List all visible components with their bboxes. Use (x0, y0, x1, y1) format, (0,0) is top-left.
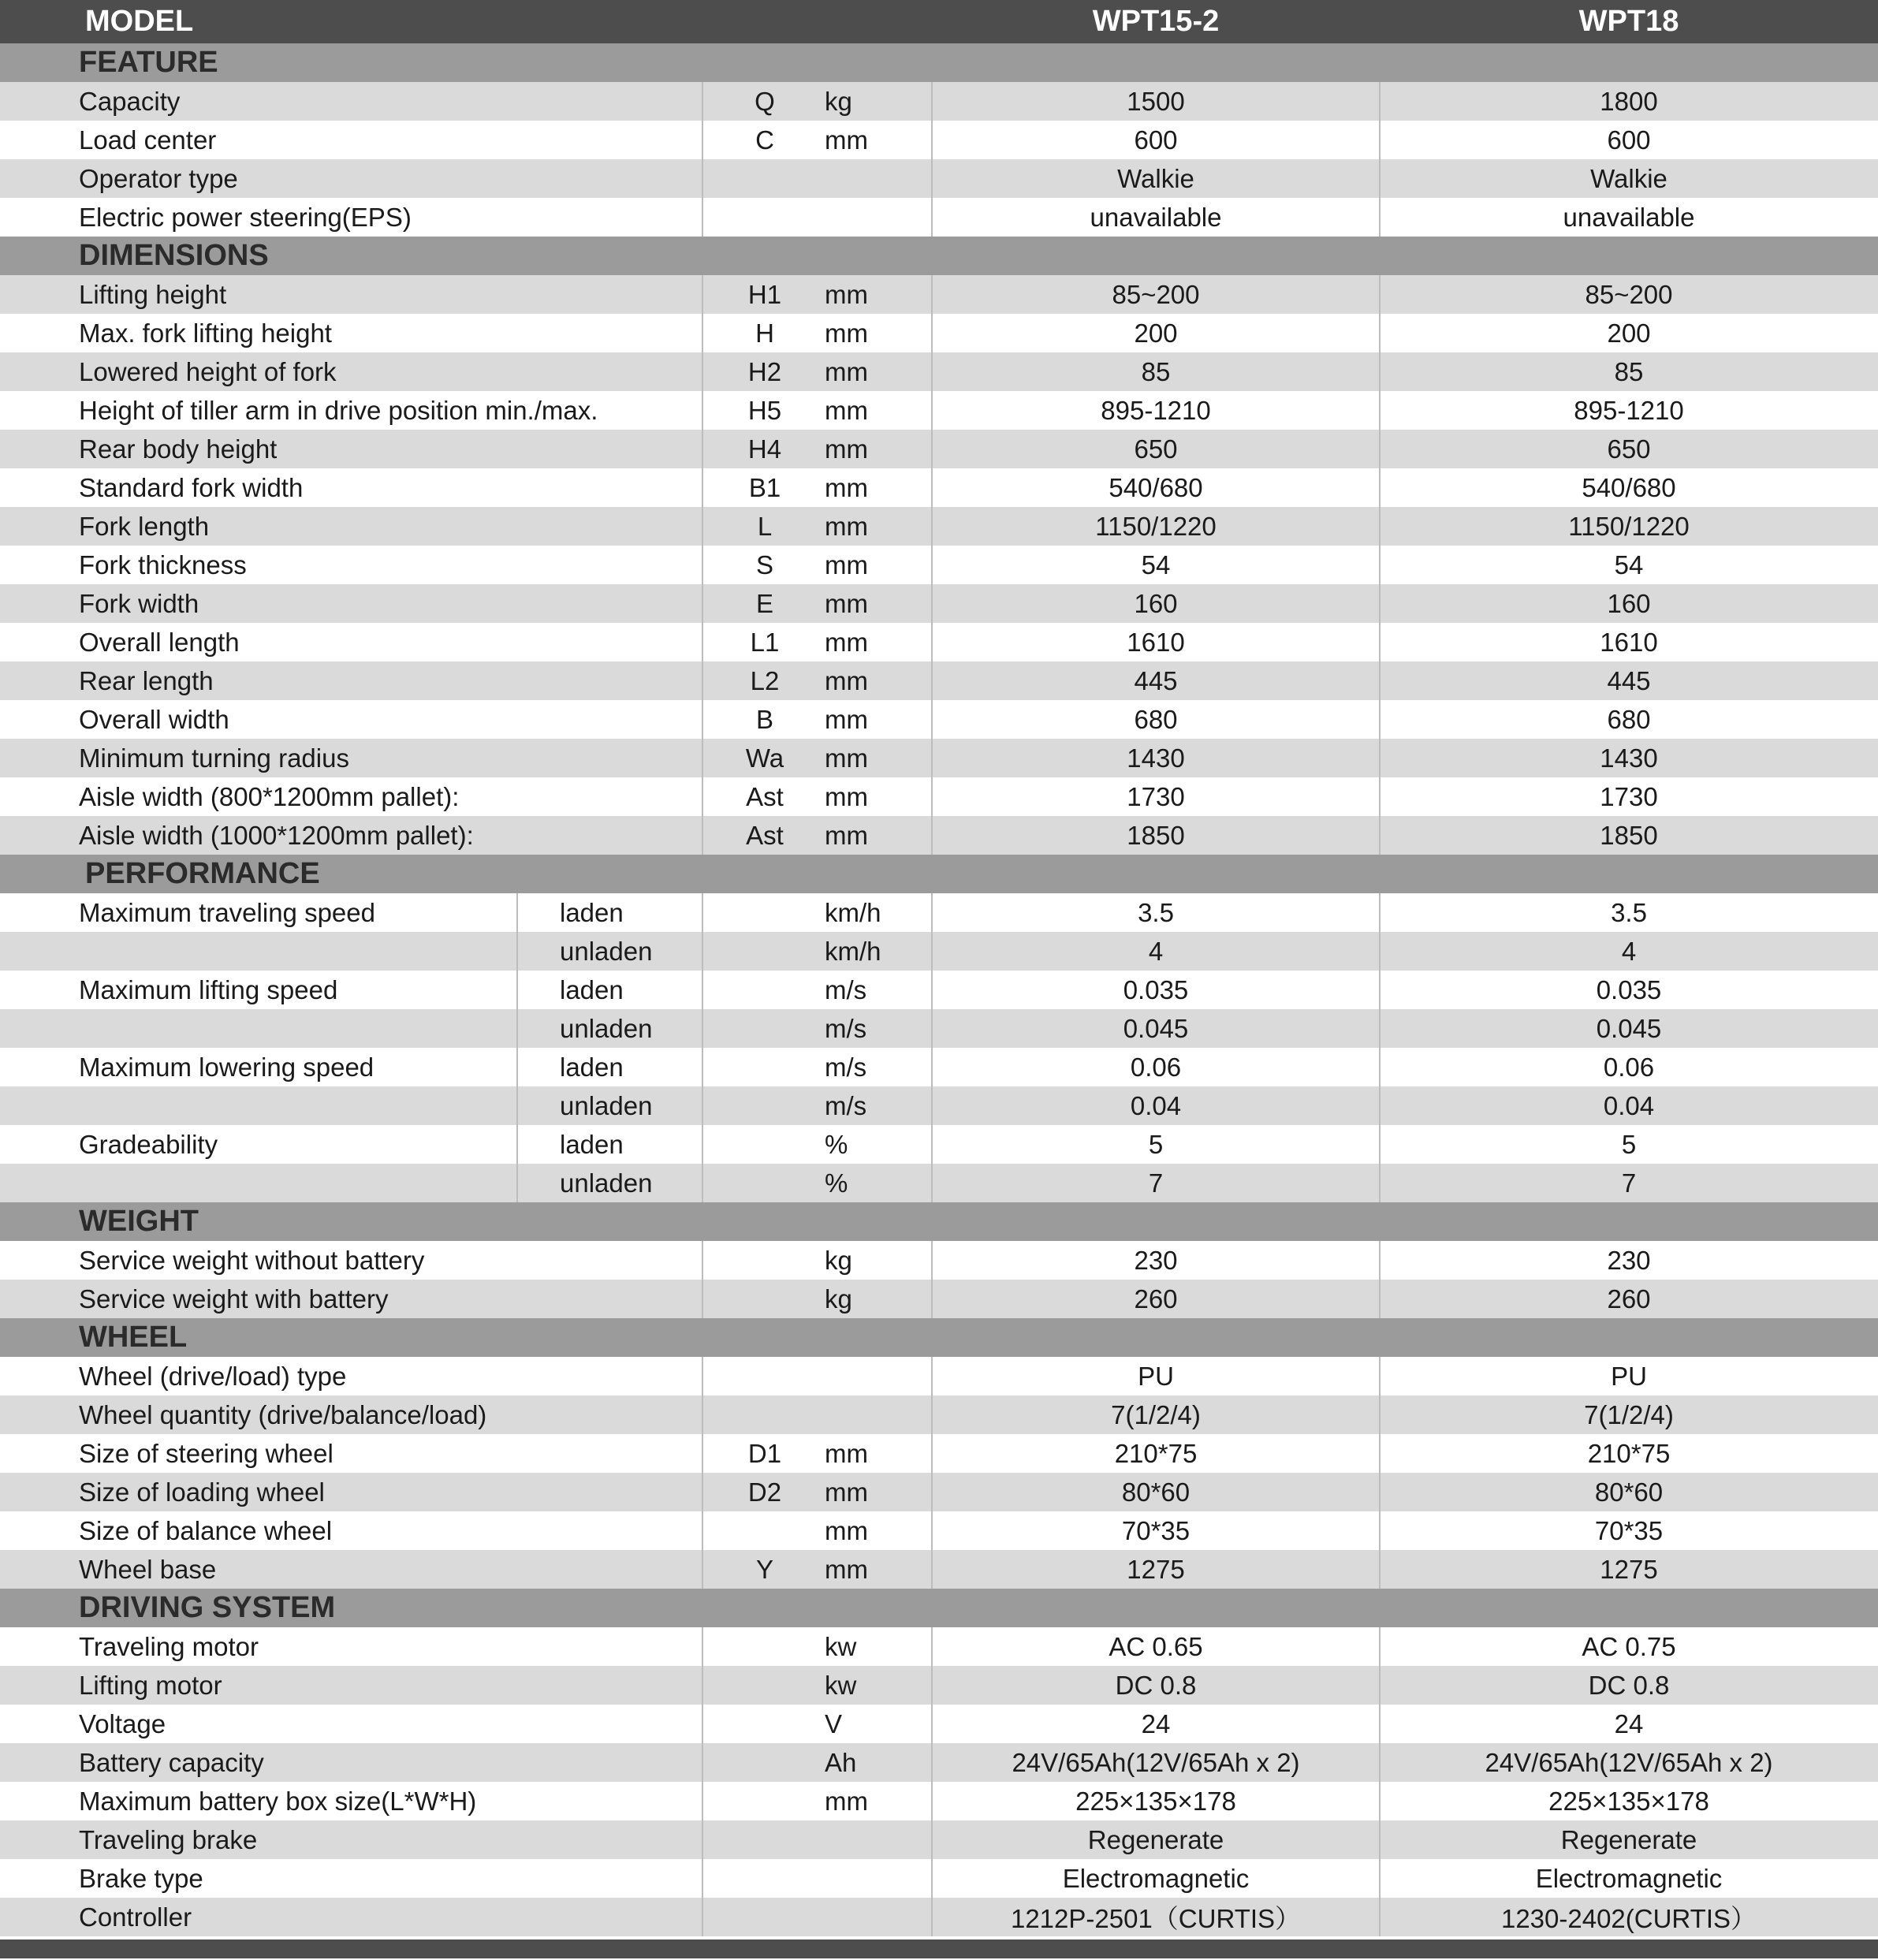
spec-value-model-1: 160 (1134, 588, 1178, 618)
spec-label: Service weight with battery (79, 1284, 389, 1313)
spec-value-model-2: 54 (1614, 550, 1644, 579)
spec-value-model-1: 1212P-2501（CURTIS） (1010, 1904, 1302, 1933)
spec-symbol (702, 1511, 828, 1550)
spec-unit: mm (825, 820, 868, 850)
spec-value-model-1: 1500 (1127, 86, 1185, 116)
spec-row (0, 661, 1878, 700)
spec-value-model-2: unavailable (1563, 202, 1695, 232)
spec-label: Minimum turning radius (79, 743, 349, 773)
spec-unit: mm (825, 279, 868, 309)
spec-condition: laden (560, 1129, 624, 1159)
spec-label: Wheel (drive/load) type (79, 1361, 347, 1391)
spec-unit: V (825, 1708, 843, 1738)
spec-row (0, 1627, 1878, 1666)
spec-unit: m/s (825, 1052, 867, 1082)
spec-label: Lowered height of fork (79, 356, 337, 386)
spec-symbol: D2 (747, 1477, 782, 1507)
column-separator (702, 275, 703, 855)
spec-row (0, 1048, 1878, 1086)
spec-row (0, 1434, 1878, 1473)
spec-symbol: Wa (745, 743, 784, 773)
spec-unit: Ah (825, 1747, 857, 1777)
spec-value-model-2: 895-1210 (1574, 395, 1684, 425)
spec-value-model-1: 0.04 (1130, 1090, 1182, 1120)
spec-condition: unladen (560, 1090, 653, 1120)
section-header-dimensions (0, 237, 1878, 275)
spec-value-model-2: DC 0.8 (1588, 1670, 1670, 1700)
spec-unit: mm (825, 781, 868, 811)
spec-value-model-2: 540/680 (1582, 472, 1676, 502)
spec-label: Max. fork lifting height (79, 318, 332, 348)
spec-value-model-2: 225×135×178 (1548, 1786, 1709, 1816)
spec-label: Wheel quantity (drive/balance/load) (79, 1399, 487, 1429)
spec-label: Overall width (79, 704, 229, 734)
spec-symbol: Y (755, 1554, 773, 1584)
spec-label: Aisle width (800*1200mm pallet): (79, 781, 460, 811)
spec-row (0, 584, 1878, 623)
spec-unit (825, 1357, 927, 1395)
spec-value-model-2: 1610 (1600, 627, 1658, 657)
column-separator (1379, 82, 1381, 237)
spec-unit (825, 1820, 927, 1859)
spec-label: Load center (79, 125, 217, 155)
spec-value-model-2: 0.06 (1603, 1052, 1655, 1082)
spec-unit: m/s (825, 1090, 867, 1120)
column-separator (516, 893, 518, 1202)
section-header-feature (0, 43, 1878, 82)
spec-value-model-2: 200 (1607, 318, 1651, 348)
spec-symbol (702, 1395, 828, 1434)
spec-value-model-1: 1150/1220 (1095, 511, 1217, 541)
spec-value-model-1: 70*35 (1121, 1515, 1191, 1545)
spec-value-model-2: 210*75 (1587, 1438, 1671, 1468)
spec-value-model-2: PU (1611, 1361, 1647, 1391)
spec-symbol: L1 (750, 627, 780, 657)
spec-symbol: S (755, 550, 773, 579)
spec-row (0, 82, 1878, 121)
spec-value-model-2: 650 (1607, 434, 1651, 464)
model-title: MODEL (85, 5, 194, 38)
spec-unit: km/h (825, 897, 881, 927)
spec-value-model-1: 230 (1134, 1245, 1178, 1275)
model-header-row (0, 0, 1878, 43)
spec-value-model-1: Electromagnetic (1062, 1863, 1250, 1893)
spec-unit (825, 1395, 927, 1434)
spec-row (0, 1666, 1878, 1705)
spec-symbol: B1 (748, 472, 781, 502)
spec-value-model-2: 600 (1607, 125, 1651, 155)
spec-value-model-2: 70*35 (1594, 1515, 1664, 1545)
spec-row (0, 777, 1878, 816)
spec-symbol: B (755, 704, 773, 734)
column-separator (931, 82, 933, 237)
spec-row (0, 1009, 1878, 1048)
spec-unit (825, 1898, 927, 1936)
spec-symbol (702, 198, 828, 237)
spec-symbol: H (755, 318, 774, 348)
spec-value-model-2: 680 (1607, 704, 1651, 734)
spec-value-model-1: 225×135×178 (1075, 1786, 1236, 1816)
spec-symbol (702, 1705, 828, 1743)
spec-value-model-2: 4 (1621, 936, 1637, 966)
spec-unit (825, 159, 927, 198)
spec-unit: mm (825, 1515, 868, 1545)
column-separator (931, 1357, 933, 1589)
spec-symbol: L (757, 511, 773, 541)
spec-label: Operator type (79, 163, 238, 193)
spec-label: Service weight without battery (79, 1245, 425, 1275)
column-separator (1379, 275, 1381, 855)
spec-unit: mm (825, 395, 868, 425)
spec-value-model-1: PU (1138, 1361, 1174, 1391)
spec-row (0, 352, 1878, 391)
spec-unit: kg (825, 86, 852, 116)
spec-row (0, 1473, 1878, 1511)
spec-symbol (702, 1743, 828, 1782)
section-title: DIMENSIONS (79, 239, 269, 272)
spec-row (0, 700, 1878, 739)
spec-label: Rear body height (79, 434, 278, 464)
column-separator (702, 82, 703, 237)
spec-condition: unladen (560, 936, 653, 966)
spec-value-model-1: 1430 (1127, 743, 1185, 773)
spec-value-model-2: 5 (1621, 1129, 1637, 1159)
spec-row (0, 816, 1878, 855)
spec-unit: mm (825, 356, 868, 386)
spec-value-model-1: DC 0.8 (1115, 1670, 1197, 1700)
spec-row (0, 314, 1878, 352)
spec-label: Maximum battery box size(L*W*H) (79, 1786, 477, 1816)
spec-value-model-1: 85 (1141, 356, 1171, 386)
spec-unit: mm (825, 1438, 868, 1468)
spec-unit: mm (825, 511, 868, 541)
footer-bar (0, 1940, 1878, 1958)
spec-label: Size of steering wheel (79, 1438, 333, 1468)
spec-value-model-1: 24 (1141, 1708, 1171, 1738)
column-separator (702, 1627, 703, 1936)
spec-label: Standard fork width (79, 472, 304, 502)
spec-label: Fork thickness (79, 550, 247, 579)
spec-label: Aisle width (1000*1200mm pallet): (79, 820, 474, 850)
spec-unit: mm (825, 1554, 868, 1584)
spec-label: Lifting height (79, 279, 227, 309)
spec-value-model-1: 260 (1134, 1284, 1178, 1313)
spec-label: Maximum lowering speed (79, 1052, 374, 1082)
spec-row (0, 198, 1878, 237)
spec-value-model-2: 85 (1614, 356, 1644, 386)
spec-row (0, 893, 1878, 932)
spec-row (0, 430, 1878, 468)
spec-unit: mm (825, 1477, 868, 1507)
spec-label: Fork width (79, 588, 199, 618)
spec-value-model-2: 1230-2402(CURTIS） (1500, 1904, 1757, 1933)
spec-value-model-1: 210*75 (1114, 1438, 1198, 1468)
spec-value-model-1: 650 (1134, 434, 1178, 464)
spec-row (0, 1743, 1878, 1782)
spec-symbol: C (755, 125, 774, 155)
spec-unit: mm (825, 125, 868, 155)
spec-value-model-2: 1850 (1600, 820, 1658, 850)
spec-unit: kw (825, 1631, 857, 1661)
spec-label: Brake type (79, 1863, 203, 1893)
spec-value-model-1: 200 (1134, 318, 1178, 348)
section-title: WHEEL (79, 1321, 188, 1354)
spec-label: Lifting motor (79, 1670, 222, 1700)
spec-row (0, 1086, 1878, 1125)
spec-unit: km/h (825, 936, 881, 966)
column-separator (1379, 1357, 1381, 1589)
spec-unit: mm (825, 588, 868, 618)
spec-value-model-1: 0.06 (1130, 1052, 1182, 1082)
spec-value-model-1: Walkie (1117, 163, 1194, 193)
spec-symbol: L2 (750, 665, 780, 695)
spec-unit: mm (825, 627, 868, 657)
spec-row (0, 932, 1878, 971)
spec-value-model-2: 1275 (1600, 1554, 1658, 1584)
spec-label: Maximum lifting speed (79, 974, 338, 1004)
spec-unit: mm (825, 550, 868, 579)
spec-value-model-2: 1150/1220 (1568, 511, 1690, 541)
spec-row (0, 623, 1878, 661)
spec-value-model-1: 1730 (1127, 781, 1185, 811)
spec-value-model-2: 80*60 (1594, 1477, 1664, 1507)
spec-row (0, 1164, 1878, 1202)
spec-unit: % (825, 1129, 848, 1159)
spec-row (0, 1820, 1878, 1859)
column-separator (931, 893, 933, 1202)
spec-symbol: Ast (746, 781, 784, 811)
column-separator (1379, 1241, 1381, 1318)
spec-row (0, 468, 1878, 507)
spec-label: Height of tiller arm in drive position min./max. (79, 395, 598, 425)
spec-symbol (702, 1859, 828, 1898)
spec-value-model-1: 54 (1141, 550, 1171, 579)
spec-row (0, 275, 1878, 314)
section-header-wheel (0, 1318, 1878, 1357)
spec-value-model-2: 0.045 (1596, 1013, 1662, 1043)
section-title: FEATURE (79, 46, 218, 79)
spec-value-model-1: AC 0.65 (1109, 1631, 1203, 1661)
spec-unit: mm (825, 743, 868, 773)
spec-unit: % (825, 1168, 848, 1198)
spec-value-model-1: Regenerate (1087, 1824, 1224, 1854)
spec-unit: m/s (825, 1013, 867, 1043)
section-header-performance (0, 855, 1878, 893)
spec-unit: kg (825, 1284, 852, 1313)
spec-value-model-2: 1730 (1600, 781, 1658, 811)
spec-value-model-1: 85~200 (1112, 279, 1200, 309)
spec-symbol (702, 159, 828, 198)
spec-value-model-2: 230 (1607, 1245, 1651, 1275)
spec-value-model-2: 0.035 (1596, 974, 1662, 1004)
spec-unit: mm (825, 1786, 868, 1816)
section-header-driving-system (0, 1589, 1878, 1627)
spec-value-model-2: Electromagnetic (1535, 1863, 1723, 1893)
spec-condition: laden (560, 897, 624, 927)
spec-condition: unladen (560, 1168, 653, 1198)
spec-label: Battery capacity (79, 1747, 264, 1777)
spec-row (0, 1395, 1878, 1434)
spec-unit (825, 198, 927, 237)
spec-row (0, 391, 1878, 430)
spec-symbol: D1 (747, 1438, 782, 1468)
spec-value-model-2: 85~200 (1585, 279, 1673, 309)
spec-value-model-1: 24V/65Ah(12V/65Ah x 2) (1012, 1747, 1300, 1777)
spec-row (0, 1280, 1878, 1318)
spec-value-model-2: 0.04 (1603, 1090, 1655, 1120)
column-separator (1379, 893, 1381, 1202)
column-separator (931, 1627, 933, 1936)
spec-symbol (702, 1782, 828, 1820)
spec-value-model-2: 445 (1607, 665, 1651, 695)
spec-value-model-1: 1610 (1127, 627, 1185, 657)
spec-value-model-1: 3.5 (1138, 897, 1174, 927)
spec-value-model-1: unavailable (1090, 202, 1222, 232)
spec-symbol: Ast (746, 820, 784, 850)
spec-symbol (702, 1627, 828, 1666)
spec-condition: laden (560, 1052, 624, 1082)
spec-symbol: H5 (747, 395, 782, 425)
spec-unit: kg (825, 1245, 852, 1275)
spec-value-model-2: 260 (1607, 1284, 1651, 1313)
spec-value-model-1: 7(1/2/4) (1111, 1399, 1201, 1429)
spec-row (0, 1550, 1878, 1589)
spec-label: Rear length (79, 665, 214, 695)
spec-row (0, 1511, 1878, 1550)
spec-label: Electric power steering(EPS) (79, 202, 412, 232)
spec-row (0, 1705, 1878, 1743)
spec-unit (825, 1859, 927, 1898)
spec-value-model-2: 7(1/2/4) (1584, 1399, 1674, 1429)
spec-unit: m/s (825, 974, 867, 1004)
spec-label: Capacity (79, 86, 181, 116)
spec-unit: mm (825, 665, 868, 695)
section-title: WEIGHT (79, 1205, 199, 1238)
spec-symbol (702, 1820, 828, 1859)
spec-value-model-1: 0.045 (1123, 1013, 1189, 1043)
spec-value-model-1: 4 (1148, 936, 1164, 966)
spec-label: Fork length (79, 511, 210, 541)
spec-row (0, 121, 1878, 159)
spec-value-model-1: 445 (1134, 665, 1178, 695)
spec-row (0, 1357, 1878, 1395)
column-separator (1379, 1627, 1381, 1936)
spec-symbol (702, 1898, 828, 1936)
section-title: PERFORMANCE (85, 857, 320, 890)
spec-symbol (702, 1280, 828, 1318)
spec-value-model-1: 895-1210 (1101, 395, 1211, 425)
model-name-2: WPT18 (1578, 5, 1679, 38)
spec-symbol: H2 (747, 356, 782, 386)
column-separator (702, 1357, 703, 1589)
spec-value-model-2: Walkie (1590, 163, 1667, 193)
spec-label: Overall length (79, 627, 240, 657)
spec-row (0, 1125, 1878, 1164)
column-separator (931, 1241, 933, 1318)
spec-row (0, 1241, 1878, 1280)
spec-label: Controller (79, 1902, 192, 1932)
spec-value-model-1: 5 (1148, 1129, 1164, 1159)
spec-unit: mm (825, 472, 868, 502)
spec-row (0, 507, 1878, 546)
spec-value-model-2: Regenerate (1560, 1824, 1697, 1854)
spec-symbol (702, 1357, 828, 1395)
spec-value-model-2: 24V/65Ah(12V/65Ah x 2) (1485, 1747, 1773, 1777)
spec-value-model-1: 680 (1134, 704, 1178, 734)
spec-row (0, 739, 1878, 777)
column-separator (702, 893, 703, 1202)
spec-row (0, 1782, 1878, 1820)
spec-value-model-2: 24 (1614, 1708, 1644, 1738)
spec-value-model-2: AC 0.75 (1582, 1631, 1676, 1661)
spec-symbol: H1 (747, 279, 782, 309)
spec-row (0, 159, 1878, 198)
spec-unit: mm (825, 434, 868, 464)
spec-label: Gradeability (79, 1129, 218, 1159)
spec-value-model-1: 600 (1134, 125, 1178, 155)
spec-value-model-2: 3.5 (1611, 897, 1647, 927)
spec-label: Maximum traveling speed (79, 897, 375, 927)
spec-row (0, 1859, 1878, 1898)
spec-value-model-1: 540/680 (1109, 472, 1203, 502)
column-separator (702, 1241, 703, 1318)
spec-unit: mm (825, 704, 868, 734)
spec-label: Voltage (79, 1708, 166, 1738)
spec-symbol: H4 (747, 434, 782, 464)
spec-label: Traveling motor (79, 1631, 259, 1661)
spec-unit: kw (825, 1670, 857, 1700)
spec-label: Traveling brake (79, 1824, 258, 1854)
spec-condition: unladen (560, 1013, 653, 1043)
section-title: DRIVING SYSTEM (79, 1591, 336, 1624)
spec-value-model-1: 1275 (1127, 1554, 1185, 1584)
spec-row (0, 971, 1878, 1009)
section-header-weight (0, 1202, 1878, 1241)
spec-label: Wheel base (79, 1554, 217, 1584)
spec-row (0, 546, 1878, 584)
spec-value-model-1: 7 (1148, 1168, 1164, 1198)
spec-value-model-2: 7 (1621, 1168, 1637, 1198)
spec-row (0, 1898, 1878, 1936)
spec-symbol: Q (755, 86, 775, 116)
column-separator (931, 275, 933, 855)
spec-unit: mm (825, 318, 868, 348)
spec-symbol: E (755, 588, 773, 618)
spec-value-model-2: 1430 (1600, 743, 1658, 773)
model-name-1: WPT15-2 (1092, 5, 1220, 38)
spec-value-model-1: 0.035 (1123, 974, 1189, 1004)
spec-condition: laden (560, 974, 624, 1004)
spec-symbol (702, 1666, 828, 1705)
spec-label: Size of balance wheel (79, 1515, 333, 1545)
spec-value-model-2: 160 (1607, 588, 1651, 618)
spec-symbol (702, 1241, 828, 1280)
spec-value-model-1: 80*60 (1121, 1477, 1191, 1507)
spec-value-model-1: 1850 (1127, 820, 1185, 850)
spec-value-model-2: 1800 (1600, 86, 1658, 116)
spec-label: Size of loading wheel (79, 1477, 325, 1507)
